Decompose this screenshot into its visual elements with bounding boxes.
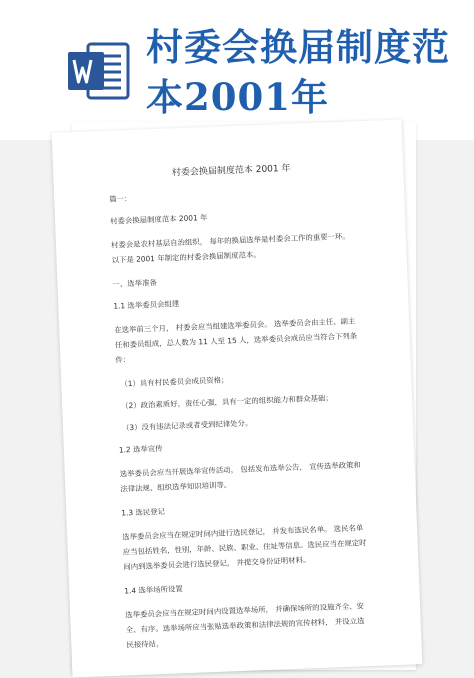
polling-site-paragraph: 选举委员会应当在规定时间内设置选举场所， 并确保场所的设施齐全、安全、有序。选举场所应当张贴选举政策和法律法规的宣传材料， 并设立选民接待站， — [125, 601, 365, 650]
heading-publicity: 1.2 选举宣传 — [118, 443, 163, 455]
section-label: 篇一： — [109, 193, 132, 204]
heading-committee: 1.1 选举委员会组建 — [113, 299, 180, 311]
document-subtitle: 村委会换届制度范本 2001 年 — [109, 213, 208, 226]
word-document-icon — [66, 38, 132, 104]
condition-item: （3）没有违法记录或者受到纪律处分。 — [121, 418, 253, 433]
condition-item: （1）具有村民委员会成员资格； — [120, 375, 229, 389]
document-page — [52, 119, 423, 677]
condition-item: （2）政治素质好，责任心强，具有一定的组织能力和群众基础； — [121, 393, 333, 411]
heading-voter-registration: 1.3 选民登记 — [121, 506, 166, 518]
heading-preparation: 一、选举准备 — [112, 277, 158, 289]
banner-title: 村委会换届制度范本2001年 — [146, 25, 450, 119]
committee-paragraph: 在选举前三个月， 村委会应当组建选举委员会。 选举委员会由主任、副主任和委员组成，总人数为 11 人至 15 人，选举委员会成员应当符合下列条件： — [114, 316, 358, 365]
intro-paragraph: 村委会是农村基层自治组织， 每年的换届选举是村委会工作的重要一环。 以下是 2001 年制定的村委会换届制度范本。 — [110, 231, 350, 265]
document-title: 村委会换届制度范本 2001 年 — [171, 163, 291, 179]
heading-polling-site: 1.4 选举场所设置 — [124, 584, 183, 596]
document-body — [108, 161, 373, 663]
registration-paragraph: 选举委员会应当在规定时间内进行选民登记， 并发布选民名单。 选民名单应当包括姓名，性别，年龄、民族、职业、住址等信息。选民应当在规定时间内到选举委员会进行选民登记， 并提交身份证明材料。 — [122, 523, 367, 572]
banner — [0, 0, 474, 140]
publicity-paragraph: 选举委员会应当开展选举宣传活动， 包括发布选举公告， 宣传选举政策和法律法规、组织选举知识培训等。 — [119, 460, 362, 494]
